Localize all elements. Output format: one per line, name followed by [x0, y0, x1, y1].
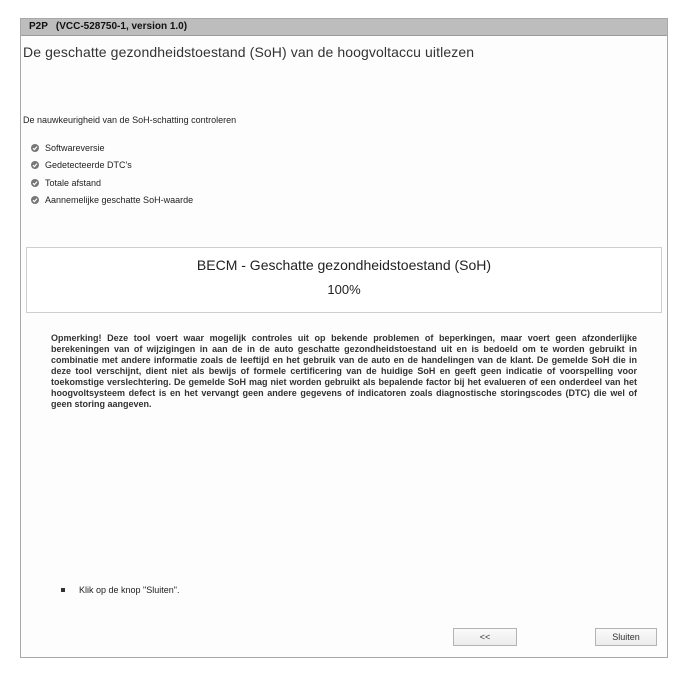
check-circle-icon [31, 161, 39, 169]
page-heading: De geschatte gezondheidstoestand (SoH) van de hoogvoltaccu uitlezen [23, 44, 475, 60]
check-item-label: Gedetecteerde DTC's [45, 160, 132, 171]
soh-result-value: 100% [327, 282, 361, 297]
instruction-text: Klik op de knop "Sluiten". [79, 585, 180, 595]
check-list [31, 139, 193, 209]
check-item-label: Softwareversie [45, 142, 105, 153]
check-item-dtc [31, 157, 193, 175]
window-title-app: P2P [29, 21, 48, 32]
p2p-window [20, 18, 668, 658]
check-item-distance [31, 174, 193, 192]
check-circle-icon [31, 144, 39, 152]
soh-result-box [26, 247, 662, 313]
checks-title: De nauwkeurigheid van de SoH-schatting controleren [23, 115, 237, 125]
soh-result-title: BECM - Geschatte gezondheidstoestand (SoH) [196, 257, 492, 273]
check-circle-icon [31, 179, 39, 187]
check-item-label: Totale afstand [45, 177, 102, 188]
bullet-icon [61, 588, 65, 592]
back-button[interactable]: << [453, 628, 517, 646]
instruction [61, 585, 179, 595]
close-button[interactable]: Sluiten [595, 628, 657, 646]
check-item-software [31, 139, 193, 157]
window-titlebar [21, 19, 667, 36]
check-item-label: Aannemelijke geschatte SoH-waarde [45, 195, 194, 206]
check-circle-icon [31, 196, 39, 204]
window-title-doc: (VCC-528750-1, version 1.0) [55, 21, 188, 32]
remark-text: Opmerking! Deze tool voert waar mogelijk controles uit op bekende problemen of beperkingen, maar voert geen afzonderlijke berekeningen van of wijzigingen in aan de in de auto geschatte gezondheidstoestand uit en is bedoeld om te worden gebruikt in combinatie met andere informatie zoals de leeftijd en het gebruik van de auto en de handelingen van de klant. De gemelde SoH die in deze tool verschijnt, dient niet als bewijs of formele certificering van de huidige SoH en geeft geen indicatie of voorspelling voor toekomstige verslechtering. De gemelde SoH mag niet worden gebruikt als bepalende factor bij het evalueren of een onderdeel van het hoogvoltsysteem defect is en het vervangt geen andere gegevens of indicatoren zoals diagnostische storingscodes (DTC) die wel of geen storing aangeven. [51, 333, 637, 409]
check-item-soh-value [31, 192, 193, 210]
